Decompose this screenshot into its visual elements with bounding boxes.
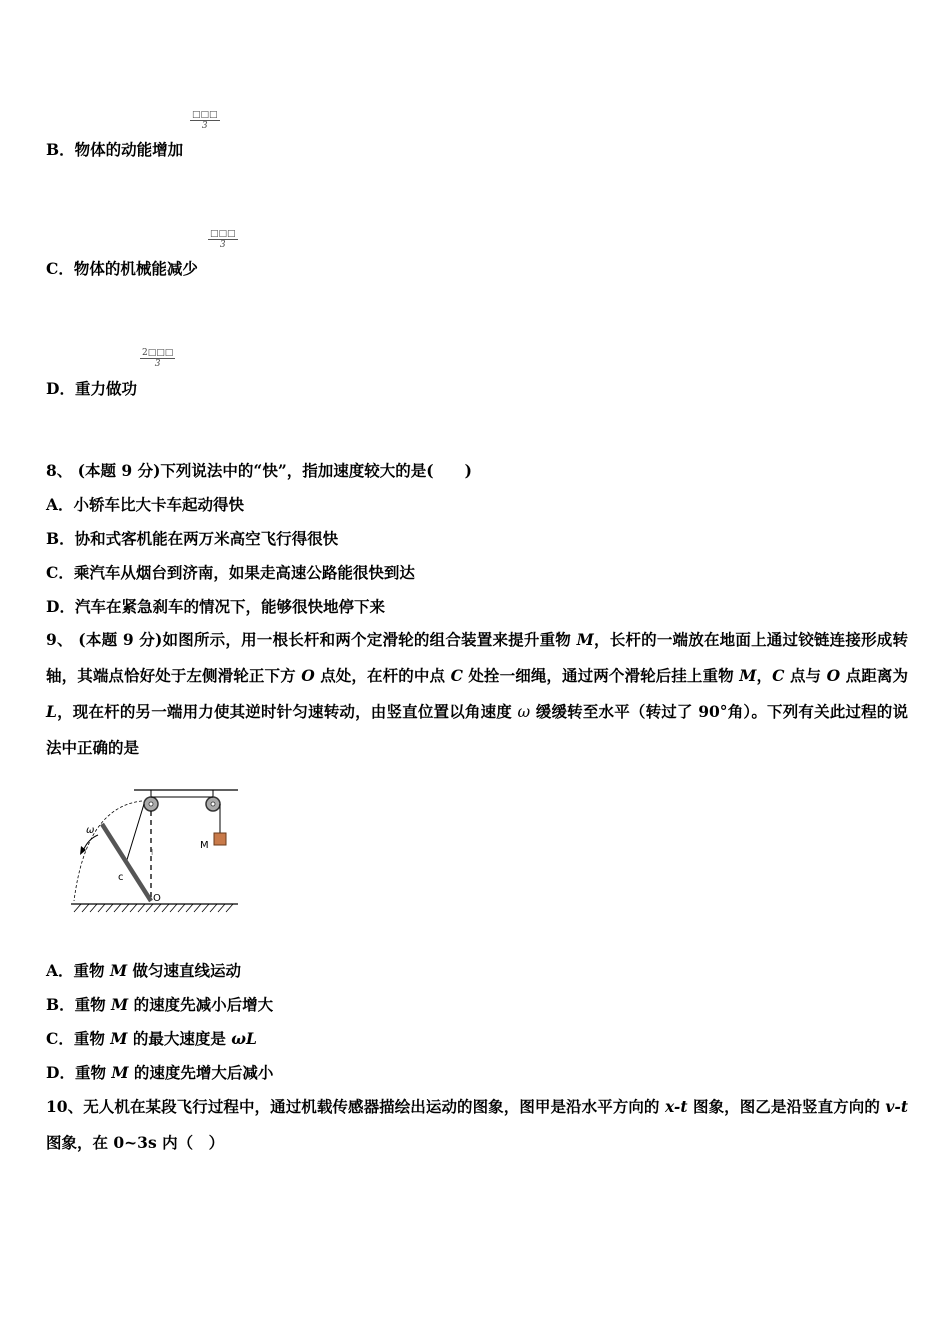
fraction-numerator: □□□ xyxy=(192,110,218,120)
q8-option-c xyxy=(46,563,415,583)
option-b-prev xyxy=(46,140,183,160)
option-label: B． xyxy=(46,140,75,159)
q8-option-a xyxy=(46,495,244,515)
var: ω xyxy=(517,703,531,721)
var: M xyxy=(111,1063,129,1082)
option-label: D． xyxy=(46,597,75,616)
option-label: B． xyxy=(46,995,75,1014)
text: 10、无人机在某段飞行过程中，通过机载传感器描绘出运动的图象，图甲是沿水平方向的 xyxy=(46,1097,665,1116)
option-label: A． xyxy=(46,495,74,514)
option-text: 物体的动能增加 xyxy=(74,140,184,159)
text: 重物 xyxy=(73,1029,111,1048)
var: M xyxy=(576,630,594,649)
fraction-denominator: 3 xyxy=(201,121,208,131)
text: 缓缓转至水平（转过了 90°角）。下列有关此过程的说法中正确的是 xyxy=(46,702,908,757)
q8-option-d xyxy=(46,597,385,617)
rope-to-c xyxy=(126,804,144,863)
var: O xyxy=(826,666,841,685)
fraction-numerator: 2□□□ xyxy=(142,348,174,358)
option-label: D． xyxy=(46,1063,75,1082)
var: L xyxy=(46,702,57,721)
right-pulley-hub xyxy=(211,802,215,806)
text: 处拴一细绳，通过两个滑轮后挂上重物 xyxy=(462,666,740,685)
var: M xyxy=(739,666,757,685)
text: 的速度先减小后增大 xyxy=(128,995,274,1014)
text: 9、 (本题 9 分)如图所示，用一根长杆和两个定滑轮的组合装置来提升重物 xyxy=(46,630,577,649)
var: M xyxy=(109,961,128,980)
q9-option-c xyxy=(46,1029,257,1049)
option-text: 协和式客机能在两万米高空飞行得很快 xyxy=(74,529,339,548)
weight-m xyxy=(214,833,226,845)
q9-option-d xyxy=(46,1063,273,1083)
q8-stem: 8、 (本题 9 分)下列说法中的“快”，指加速度较大的是( ) xyxy=(46,461,472,480)
text: 的最大速度是 xyxy=(127,1029,232,1048)
pulley-figure xyxy=(66,785,242,915)
text: 做匀速直线运动 xyxy=(127,961,242,980)
var: M xyxy=(111,995,129,1014)
text: 图象，在 0~3s 内（ ） xyxy=(46,1133,225,1152)
text: 的速度先增大后减小 xyxy=(128,1063,274,1082)
left-pulley-hub xyxy=(149,802,153,806)
option-d-prev xyxy=(46,379,137,399)
fraction-b xyxy=(190,110,220,131)
fraction-c xyxy=(208,229,238,250)
q10-stem xyxy=(46,1089,908,1161)
fraction-denominator: 3 xyxy=(154,359,161,369)
fraction-denominator: 3 xyxy=(219,240,226,250)
option-text: 乘汽车从烟台到济南，如果走高速公路能很快到达 xyxy=(73,563,415,582)
option-c-prev xyxy=(46,259,198,279)
text: 重物 xyxy=(73,961,110,980)
label-c: c xyxy=(118,872,124,883)
label-omega: ω xyxy=(86,825,95,836)
option-label: B． xyxy=(46,529,75,548)
text: 点距离为 xyxy=(840,666,908,685)
var: C xyxy=(450,666,463,685)
option-label: D． xyxy=(46,379,75,398)
option-text: 汽车在紧急刹车的情况下，能够很快地停下来 xyxy=(74,597,385,616)
option-text: 重力做功 xyxy=(74,379,137,398)
ground-hatching xyxy=(74,904,233,912)
text: ，现在杆的另一端用力使其逆时针匀速转动，由竖直位置以角速度 xyxy=(56,702,518,721)
text: 重物 xyxy=(74,995,112,1014)
label-l: l xyxy=(151,848,154,857)
label-o: O xyxy=(153,893,161,904)
text: 图象，图乙是沿竖直方向的 xyxy=(687,1097,886,1116)
q9-option-a xyxy=(46,961,241,981)
var: C xyxy=(772,666,785,685)
option-text: 小轿车比大卡车起动得快 xyxy=(73,495,245,514)
text: ， xyxy=(756,666,773,685)
option-label: C． xyxy=(46,563,74,582)
option-label: C． xyxy=(46,259,74,278)
text: 重物 xyxy=(74,1063,112,1082)
option-text: 物体的机械能减少 xyxy=(73,259,198,278)
fraction-d xyxy=(140,348,175,369)
var: O xyxy=(301,666,315,685)
text: 点处，在杆的中点 xyxy=(314,666,451,685)
text: 点与 xyxy=(784,666,827,685)
option-label: C． xyxy=(46,1029,74,1048)
label-m: M xyxy=(200,840,209,851)
var: x-t xyxy=(664,1097,688,1116)
fraction-numerator: □□□ xyxy=(210,229,236,239)
rod xyxy=(102,824,154,901)
q8-option-b xyxy=(46,529,338,549)
omega-arrow xyxy=(83,835,98,851)
q9-option-b xyxy=(46,995,273,1015)
option-label: A． xyxy=(46,961,74,980)
var: v-t xyxy=(885,1097,908,1116)
text: ，长杆的一端放在地面上通过铰链连接形成转轴，其端点恰好处于左侧滑轮正下方 xyxy=(46,630,908,685)
q9-stem xyxy=(46,622,908,766)
var: M xyxy=(110,1029,128,1048)
expr: ωL xyxy=(231,1029,257,1048)
